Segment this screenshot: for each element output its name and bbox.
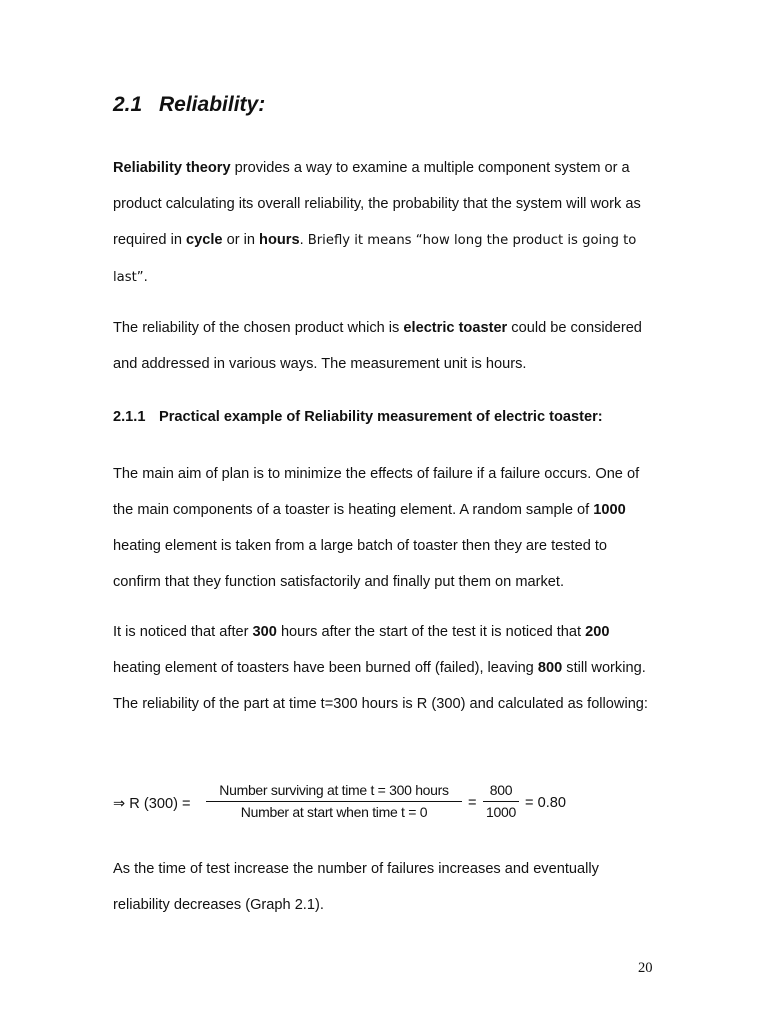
page-number: 20 xyxy=(638,960,653,976)
text-run: or in xyxy=(222,232,260,248)
text-run: could be considered and addressed in various ways. The measurement unit is hours. xyxy=(113,320,642,372)
formula-numerator-value: 800 xyxy=(483,782,519,802)
bold-term: 300 xyxy=(252,624,277,640)
section-number: 2.1 xyxy=(113,93,143,116)
bold-term: hours xyxy=(259,232,300,248)
text-run: heating element is taken from a large batch of toaster then they are tested to confirm that they function satisfactorily and finally put them on market. xyxy=(113,538,608,590)
text-run-alt-font: Briefly it means “how long the product is going to last”. xyxy=(113,233,637,285)
paragraph-main-aim xyxy=(113,456,658,600)
section-title: Reliability: xyxy=(159,93,266,116)
formula-denominator: Number at start when time t = 0 xyxy=(240,804,428,820)
formula-fraction-values xyxy=(483,782,519,820)
bold-term: Reliability theory xyxy=(113,160,231,176)
formula-result: = 0.80 xyxy=(525,795,566,811)
text-run: heating element of toasters have been burned off (failed), leaving xyxy=(113,660,538,676)
bold-term: 800 xyxy=(537,660,563,676)
text-run: It is noticed that after xyxy=(113,624,253,640)
bold-term: 1000 xyxy=(593,502,626,518)
subsection-number: 2.1.1 xyxy=(113,409,146,425)
section-heading xyxy=(113,93,265,117)
text-run: . xyxy=(299,232,308,248)
text-run: hours after the start of the test it is noticed that xyxy=(276,624,586,640)
bold-term: 200 xyxy=(585,624,610,640)
formula-numerator: Number surviving at time t = 300 hours xyxy=(206,782,462,802)
text-run: The reliability of the chosen product which is xyxy=(113,320,404,336)
paragraph-conclusion: As the time of test increase the number of failures increases and eventually reliability decreases (Graph 2.1). xyxy=(113,861,599,913)
text-run: provides a way to examine a multiple component system or a product calculating its overall reliability, the probability that the system will work as required in xyxy=(113,160,641,248)
subsection-heading xyxy=(113,409,603,425)
subsection-title: Practical example of Reliability measurement of electric toaster: xyxy=(159,409,603,425)
formula-denominator-value: 1000 xyxy=(486,804,516,820)
formula-equals: = xyxy=(468,795,477,811)
formula-lhs: ⇒ R (300) = xyxy=(113,796,191,812)
paragraph-test-results xyxy=(113,614,658,722)
paragraph-chosen-product xyxy=(113,310,658,382)
paragraph-reliability-theory xyxy=(113,150,658,296)
bold-term: electric toaster xyxy=(403,320,508,336)
text-run: still working. The reliability of the part at time t=300 hours is R (300) and calculated as following: xyxy=(113,660,648,712)
bold-term: cycle xyxy=(186,232,223,248)
formula-fraction-main xyxy=(206,782,462,820)
text-run: The main aim of plan is to minimize the effects of failure if a failure occurs. One of the main components of a toaster is heating element. A random sample of xyxy=(113,466,640,518)
